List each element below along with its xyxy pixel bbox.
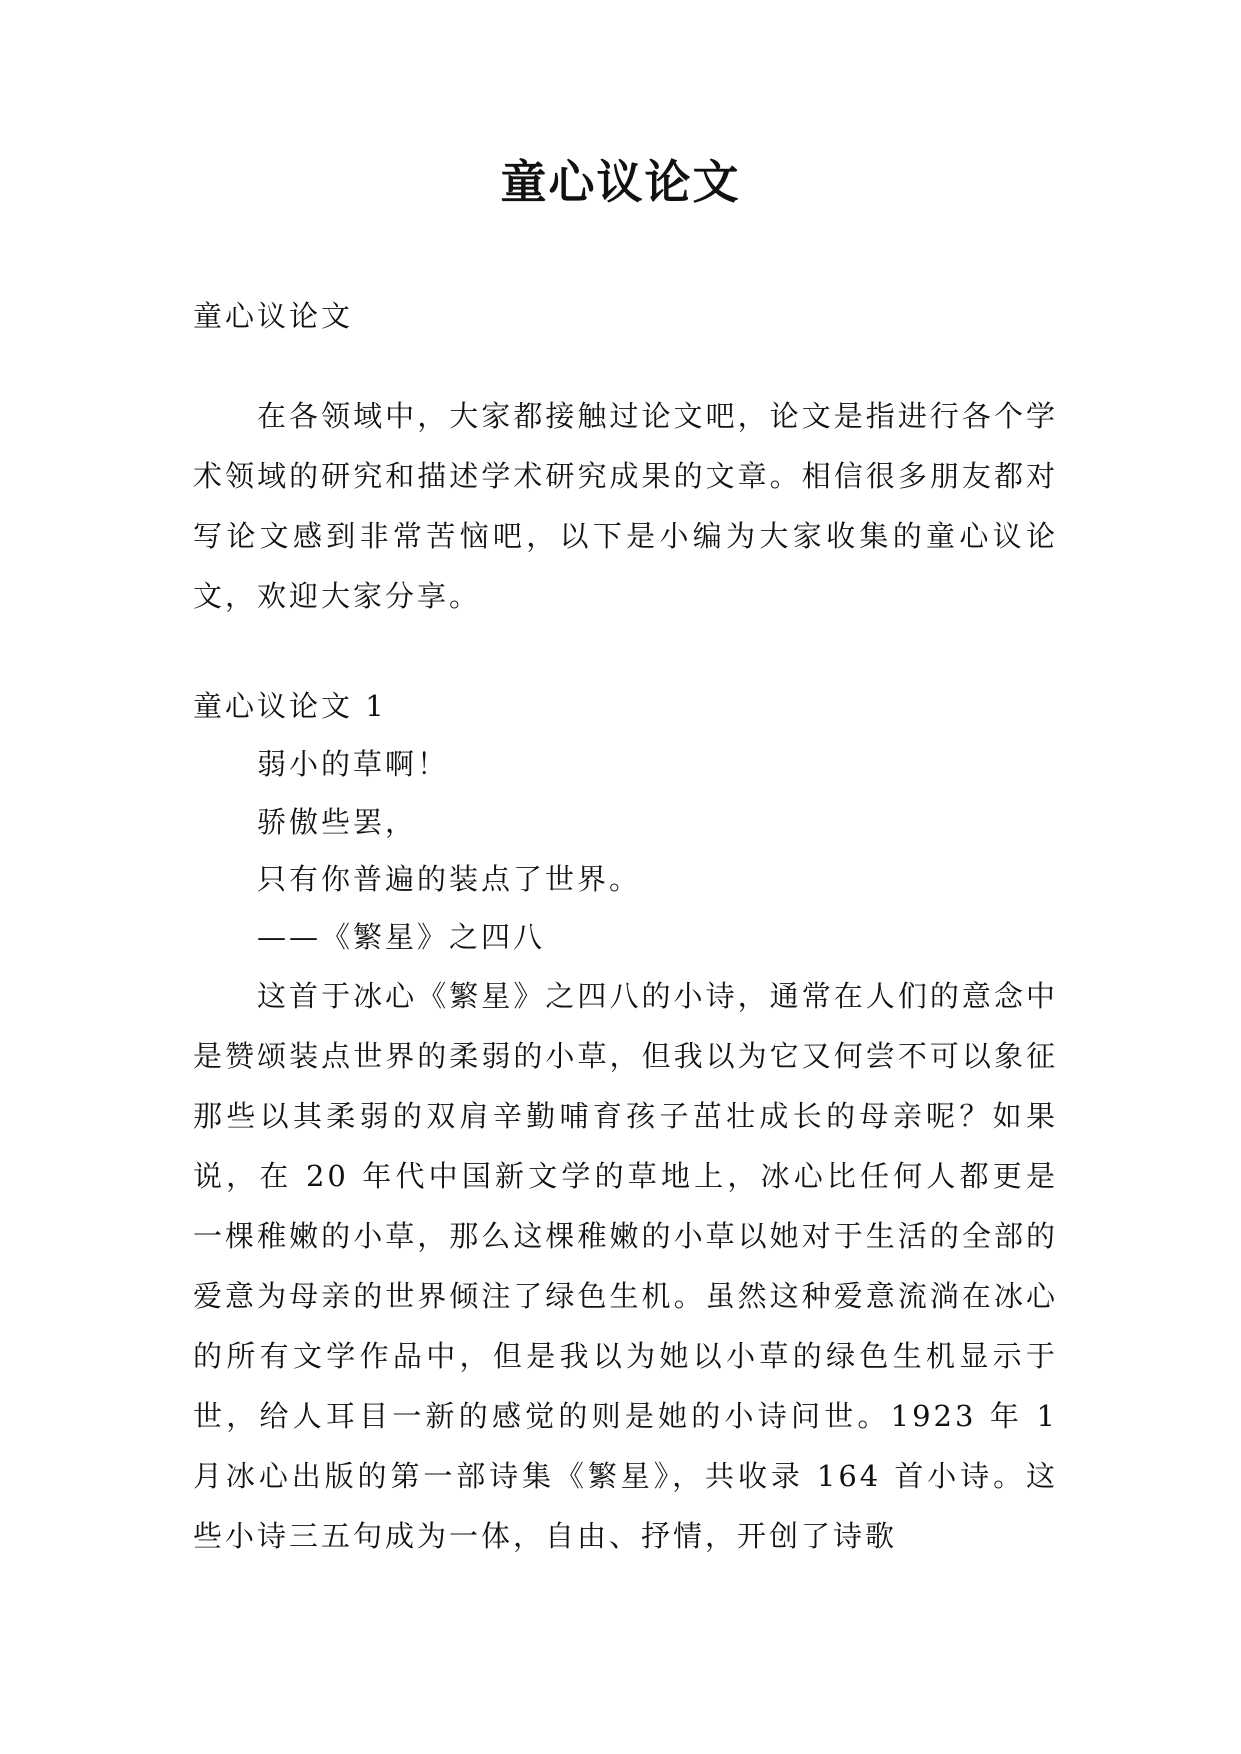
document-body [193,286,1058,1566]
document-subtitle: 童心议论文 [193,299,354,333]
body-paragraph: 这首于冰心《繁星》之四八的小诗，通常在人们的意念中是赞颂装点世界的柔弱的小草，但我以为它又何尝不可以象征那些以其柔弱的双肩辛勤哺育孩子茁壮成长的母亲呢？如果说，在 20 年代中国新文学的草地上，冰心比任何人都更是一棵稚嫩的小草，那么这棵稚嫩的小草以她对于生活的全部的爱意为母亲的世界倾注了绿色生机。虽然这种爱意流淌在冰心的所有文学作品中，但是我以为她以小草的绿色生机显示于世，给人耳目一新的感觉的则是她的小诗问世。1923 年 1 月冰心出版的第一部诗集《繁星》，共收录 164 首小诗。这些小诗三五句成为一体，自由、抒情，开创了诗歌 [193,979,1058,1553]
spacer [193,346,1058,386]
verse-line: 弱小的草啊！ [257,747,450,781]
verse-line: 骄傲些罢， [257,804,418,839]
section-heading: 童心议论文 1 [193,689,387,723]
intro-paragraph: 在各领域中，大家都接触过论文吧，论文是指进行各个学术领域的研究和描述学术研究成果的文章。相信很多朋友都对写论文感到非常苦恼吧，以下是小编为大家收集的童心议论文，欢迎大家分享。 [193,399,1058,613]
verse-line: 只有你普遍的装点了世界。 [257,862,642,896]
document-title: 童心议论文 [500,155,741,209]
verse-attribution: ——《繁星》之四八 [257,919,546,954]
spacer [193,626,1058,676]
